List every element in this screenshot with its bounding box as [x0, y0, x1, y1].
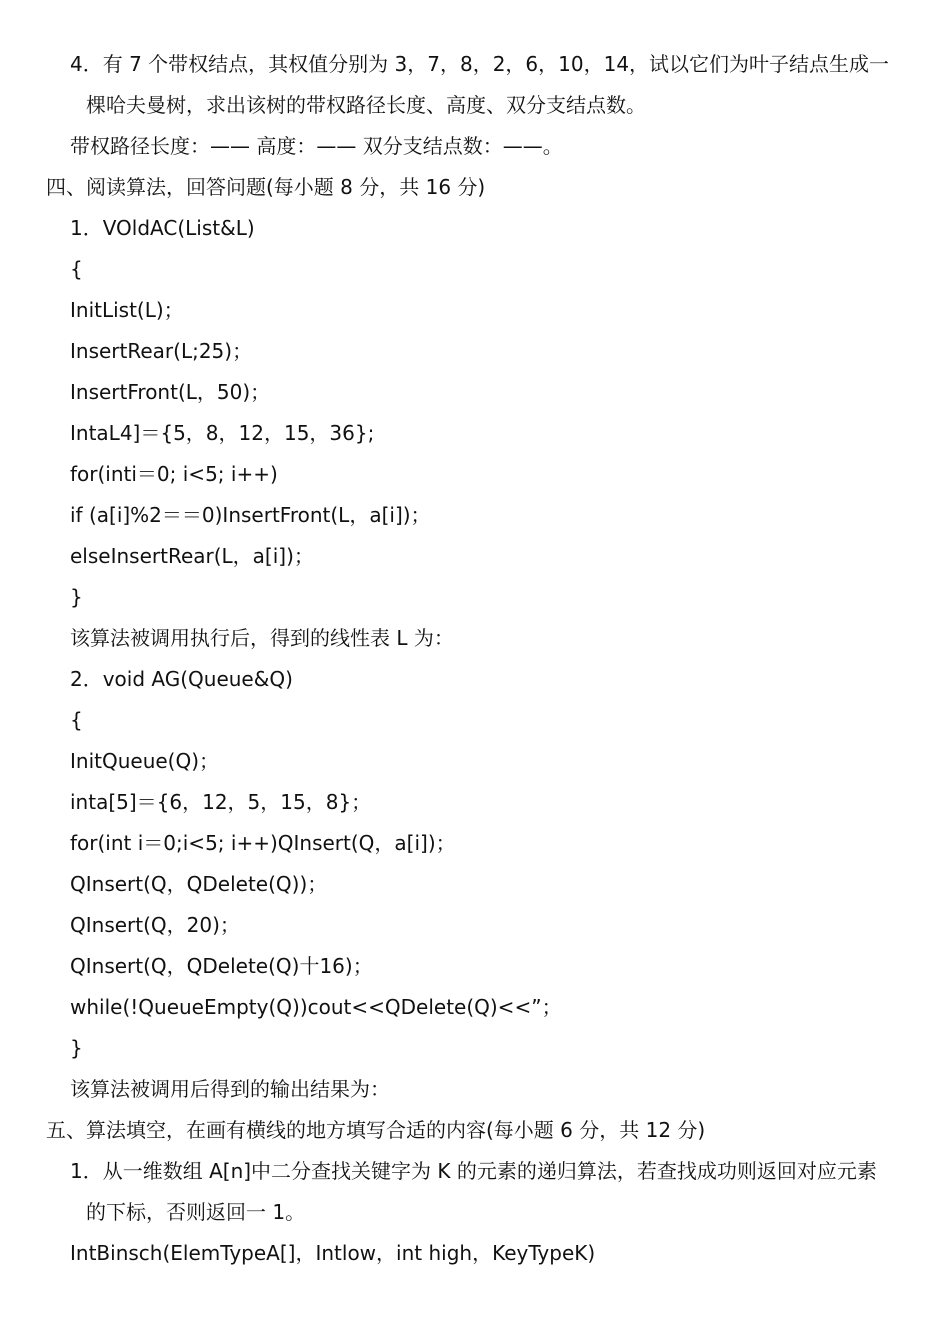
question-4-line-2: 棵哈夫曼树，求出该树的带权路径长度、高度、双分支结点数。: [86, 93, 646, 117]
question-4-line-1: 4．有 7 个带权结点，其权值分别为 3，7，8，2，6，10，14，试以它们为叶子结点生成一: [70, 52, 890, 76]
algorithm-1-question: 该算法被调用执行后，得到的线性表 L 为：: [70, 626, 454, 650]
code-line: {: [70, 708, 83, 732]
code-line: {: [70, 257, 83, 281]
fill-in-1-line-1: 1．从一维数组 A[n]中二分查找关键字为 K 的元素的递归算法，若查找成功则返回对应元素: [70, 1159, 877, 1183]
code-line: InsertRear(L;25)；: [70, 339, 253, 363]
code-line: InitList(L)；: [70, 298, 184, 322]
binsch-signature: IntBinsch(ElemTypeA[]，Intlow，int high，KeyTypeK): [70, 1241, 596, 1265]
code-line: QInsert(Q，QDelete(Q))；: [70, 872, 328, 896]
section-5-heading: 五、算法填空，在画有横线的地方填写合适的内容(每小题 6 分，共 12 分): [46, 1118, 706, 1142]
section-4-heading: 四、阅读算法，回答问题(每小题 8 分，共 16 分): [46, 175, 486, 199]
code-line: QInsert(Q，20)；: [70, 913, 240, 937]
algorithm-2-header: 2．void AG(Queue&Q): [70, 667, 293, 691]
code-line: inta[5]＝{6，12，5，15，8}；: [70, 790, 372, 814]
code-line: while(!QueueEmpty(Q))cout<<QDelete(Q)<<”；: [70, 995, 562, 1019]
algorithm-2-question: 该算法被调用后得到的输出结果为：: [70, 1077, 390, 1101]
code-line: elseInsertRear(L，a[i])；: [70, 544, 314, 568]
code-line: }: [70, 1036, 83, 1060]
code-line: if (a[i]%2＝＝0)InsertFront(L，a[i])；: [70, 503, 431, 527]
fill-in-1-line-2: 的下标，否则返回一 1。: [86, 1200, 306, 1224]
code-line: QInsert(Q，QDelete(Q)十16)；: [70, 954, 373, 978]
code-line: InitQueue(Q)；: [70, 749, 220, 773]
code-line: }: [70, 585, 83, 609]
algorithm-1-header: 1．VOldAC(List&L): [70, 216, 255, 240]
code-line: InsertFront(L，50)；: [70, 380, 271, 404]
question-4-answer-line: 带权路径长度：—— 高度：—— 双分支结点数：——。: [70, 134, 563, 158]
code-line: for(int i＝0;i<5; i++)QInsert(Q，a[i])；: [70, 831, 456, 855]
code-line: for(inti＝0; i<5; i++): [70, 462, 278, 486]
code-line: IntaL4]＝{5，8，12，15，36};: [70, 421, 375, 445]
